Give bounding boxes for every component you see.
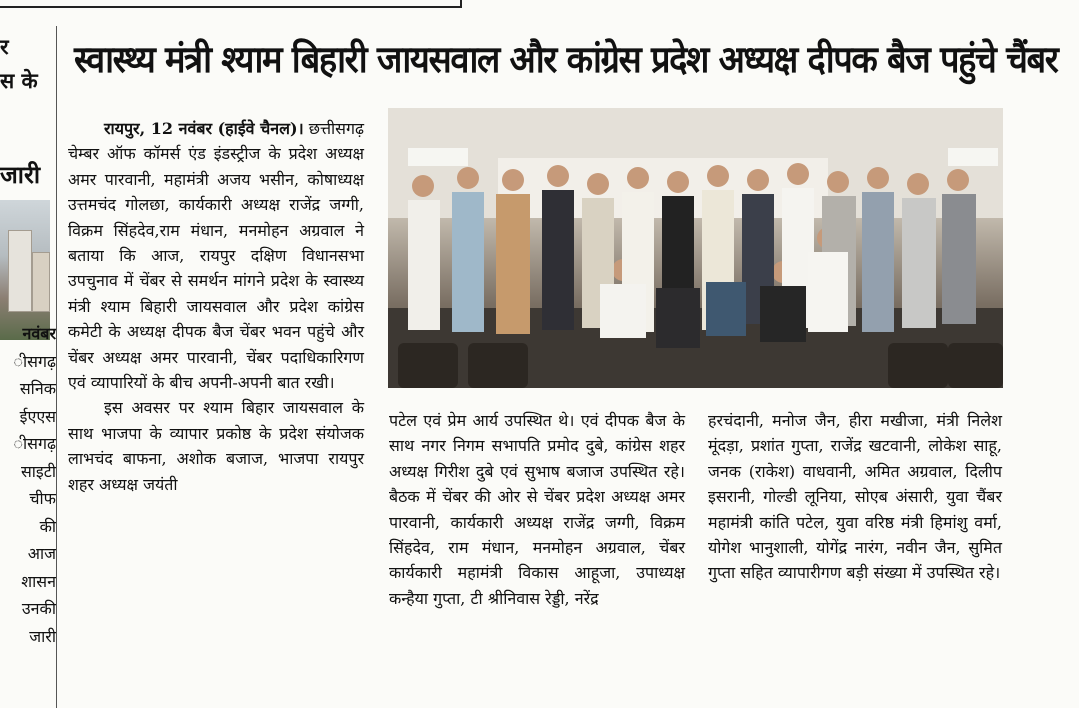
article-paragraph-4: हरचंदानी, मनोज जैन, हीरा मखीजा, मंत्री निलेश मूंदड़ा, प्रशांत गुप्ता, राजेंद्र खटवानी, लोकेश साहू, जनक (राकेश) वाधवानी, अमित अग्रवाल, दिलीप इसरानी, गोल्डी लूनिया, सोएब अंसारी, युवा चैंबर महामंत्री कांति पटेल, युवा वरिष्ठ मंत्री हिमांशु वर्मा, योगेश भानुशाली, योगेंद्र नारंग, नवीन जैन, सुमित गुप्ता सहित व्यापारीगण बड़ी संख्या में उपस्थित रहे।: [708, 411, 1002, 583]
article-paragraph-1: छत्तीसगढ़ चेम्बर ऑफ कॉमर्स एंड इंडस्ट्रीज के प्रदेश अध्यक्ष अमर पारवानी, महामंत्री अजय भसीन, कोषाध्यक्ष उत्तमचंद गोलछा, कार्यकारी अध्यक्ष राजेंद्र जग्गी, विक्रम सिंहदेव,राम मंधान, मनमोहन अग्रवाल ने बताया कि आज, रायपुर दक्षिण विधानसभा उपचुनाव में चेंबर से समर्थन मांगने प्रदेश के स्वास्थ्य मंत्री श्याम बिहारी जायसवाल और प्रदेश कांग्रेस कमेटी के अध्यक्ष दीपक बैज चेंबर भवन पहुंचे और चेंबर अध्यक्ष अमर पारवानी, चेंबर पदाधिकारिगण एवं व्यापारियों के बीच अपनी-अपनी बात रखी।: [68, 119, 365, 393]
article-paragraph-2: इस अवसर पर श्याम बिहार जायसवाल के साथ भाजपा के व्यापार प्रकोष्ठ के प्रदेश संयोजक लाभचंद बाफना, अशोक बजाज, भाजपा रायपुर शहर अध्यक्ष जयंती: [68, 398, 364, 494]
article-column-1: [68, 116, 364, 497]
article-paragraph-3: पटेल एवं प्रेम आर्य उपस्थित थे। एवं दीपक बैज के साथ नगर निगम सभापति प्रमोद दुबे, कांग्रेस शहर अध्यक्ष गिरीश दुबे एवं सुभाष बजाज उपस्थित रहे। बैठक में चेंबर की ओर से चेंबर प्रदेश अध्यक्ष अमर पारवानी, कार्यकारी अध्यक्ष राजेंद्र जग्गी, विक्रम सिंहदेव, राम मंधान, मनमोहन अग्रवाल, चेंबर कार्यकारी महामंत्री विकास आहूजा, उपाध्यक्ष कन्हैया गुप्ता, टी श्रीनिवास रेड्डी, नरेंद्र: [389, 411, 685, 608]
group-photo-illustration: [388, 108, 1003, 388]
adjacent-text-fragment: नवंबर ीसगढ़ सनिक ईएएस ीसगढ़ साइटी चीफ की आज शासन उनकी जारी: [13, 324, 56, 646]
column-divider: [56, 26, 57, 708]
adjacent-photo: [0, 200, 50, 340]
dateline: रायपुर, 12 नवंबर (हाईवे चैनल)।: [104, 119, 304, 138]
adjacent-headline-jari: जारी: [0, 160, 41, 189]
adjacent-headline-fragment: र स के: [0, 34, 38, 93]
top-border-box: [0, 0, 462, 8]
article-column-3: [708, 408, 1002, 586]
article-column-2: [389, 408, 685, 611]
article-headline: स्वास्थ्य मंत्री श्याम बिहारी जायसवाल और कांग्रेस प्रदेश अध्यक्ष दीपक बैज पहुंचे चैंबर: [74, 38, 1058, 81]
group-photo: [388, 108, 1003, 388]
